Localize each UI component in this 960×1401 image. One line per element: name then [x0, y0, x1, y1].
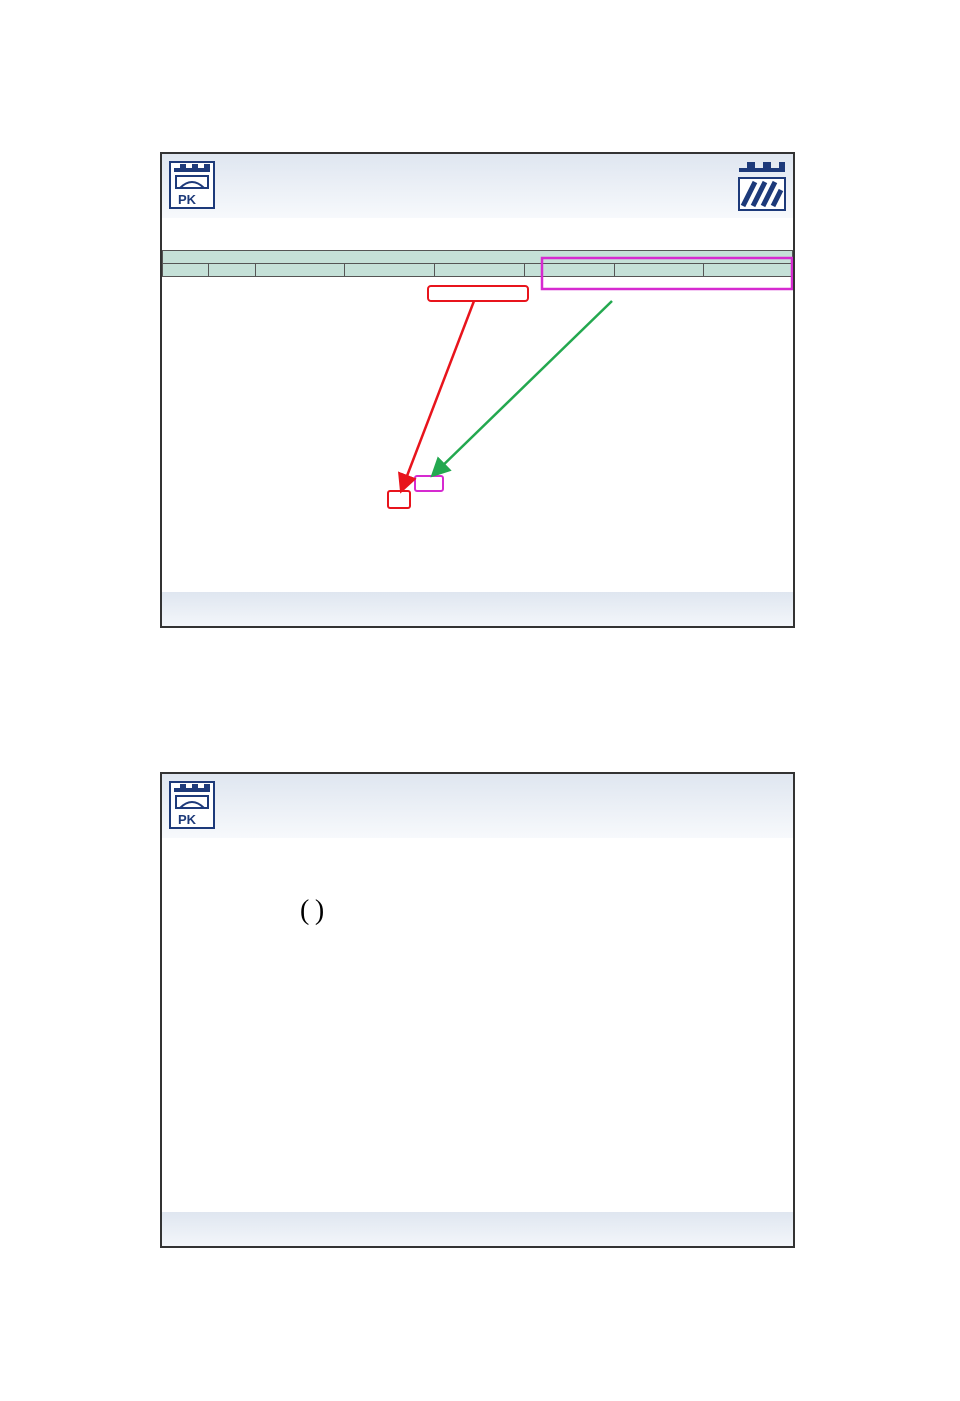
- header-cell: [704, 264, 793, 277]
- pk-logo-icon: [168, 160, 216, 210]
- header-cell: [614, 264, 704, 277]
- header-cell: [524, 264, 614, 277]
- highlight-initial-ei: [388, 491, 410, 508]
- svg-text:PK: PK: [178, 192, 197, 207]
- castle-emblem-icon: [733, 158, 789, 214]
- slide-header: [162, 154, 793, 218]
- pk-logo-icon: [168, 780, 216, 830]
- slide-footer: [162, 592, 793, 626]
- register-caption: [163, 251, 793, 264]
- slide-header: [162, 774, 793, 838]
- header-cell: [255, 264, 345, 277]
- production-register-table: [162, 250, 793, 277]
- annotation-arrows: [162, 154, 793, 594]
- header-cell: [163, 264, 209, 277]
- highlight-available-stock: [428, 286, 528, 301]
- slide-footer: [162, 1212, 793, 1246]
- slide-9: [160, 152, 795, 628]
- highlight-sr-week1: [415, 476, 443, 491]
- svg-text:PK: PK: [178, 812, 197, 827]
- header-cell: [345, 264, 435, 277]
- header-cell: [435, 264, 525, 277]
- header-cell: [209, 264, 255, 277]
- slide-10: [160, 772, 795, 1248]
- net-requirements-formula: ( ): [300, 895, 325, 926]
